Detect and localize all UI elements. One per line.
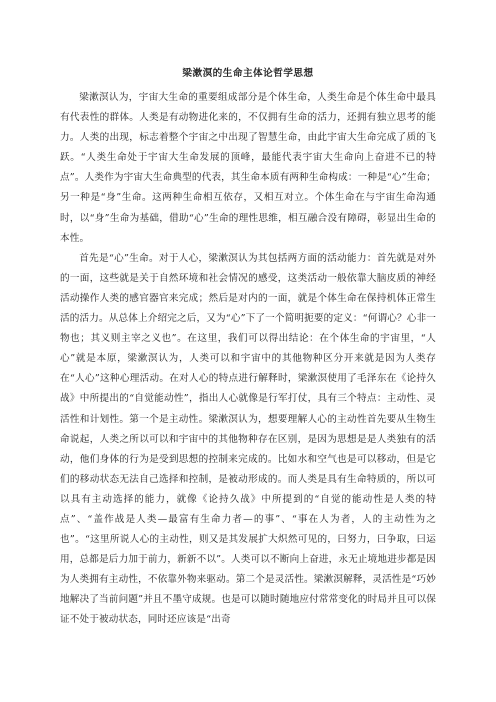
document-title: 梁漱溟的生命主体论哲学思想 (182, 68, 314, 79)
paragraph-1: 梁漱溟认为，宇宙大生命的重要组成部分是个体生命，人类生命是个体生命中最具有代表性的群体。人类是有动物进化来的，不仅拥有生命的活力，还拥有独立思考的能力。人类的出现，标志着整个宇宙之中出现了智慧生命，由此宇宙大生命完成了质的飞跃。“人类生命处于宇宙大生命发展的顶峰，最能代表宇宙大生命向上奋进不已的特点”。人类作为宇宙大生命典型的代表，其生命本质有两种生命构成：一种是“心”生命；另一种是“身”生命。这两种生命相互依存，又相互对立。个体生命在与宇宙生命沟通时，以“身”生命为基础，借助“心”生命的理性思维，相互融合没有障碍，彰显出生命的本性。 (60, 92, 436, 244)
paragraph-2: 首先是“心”生命。对于人心，梁漱溟认为其包括两方面的活动能力：首先就是对外的一面，这些就是关于自然环境和社会情况的感受，这类活动一般依靠大脑皮质的神经活动操作人类的感官器官来完成；然后是对内的一面，就是个体生命在保持机体正常生活的活力。从总体上介绍完之后，又为“心”下了一个简明扼要的定义：“何谓心？心非一物也；其义则主宰之义也”。在这里，我们可以得出结论：在个体生命的宇宙里，“人心”就是本原，梁漱溟认为，人类可以和宇宙中的其他物种区分开来就是因为人类存在“人心”这种心理活动。在对人心的特点进行解释时，梁漱溟使用了毛泽东在《论持久战》中所提出的“自觉能动性”，指出人心就像是行军打仗，具有三个特点：主动性、灵活性和计划性。第一个是主动性。梁漱溟认为，想要理解人心的主动性首先要从生物生命说起，人类之所以可以和宇宙中的其他物种存在区别，是因为思想是是人类独有的活动，他们身体的行为是受到思想的控制来完成的。比如水和空气也是可以移动，但是它们的移动状态无法自己选择和控制，是被动形成的。而人类是具有生命特质的，所以可以具有主动选择的能力，就像《论持久战》中所提到的“自觉的能动性是人类的特点”、“盖作战是人类—最富有生命力者—的事”、“事在人为者，人的主动性为之也”。“这里所说人心的主动性，则又是其发展扩大炽然可见的，曰努力，曰争取，曰运用，总都是后力加于前力，新新不以”。人类可以不断向上奋进，永无止境地进步都是因为人类拥有主动性，不依靠外物来驱动。第二个是灵活性。梁漱溟解释，灵活性是“巧妙地解决了当前问题”并且不墨守成规。也是可以随时随地应付常常变化的时局并且可以保证不处于被动状态，同时还应该是“出奇 (60, 252, 436, 626)
